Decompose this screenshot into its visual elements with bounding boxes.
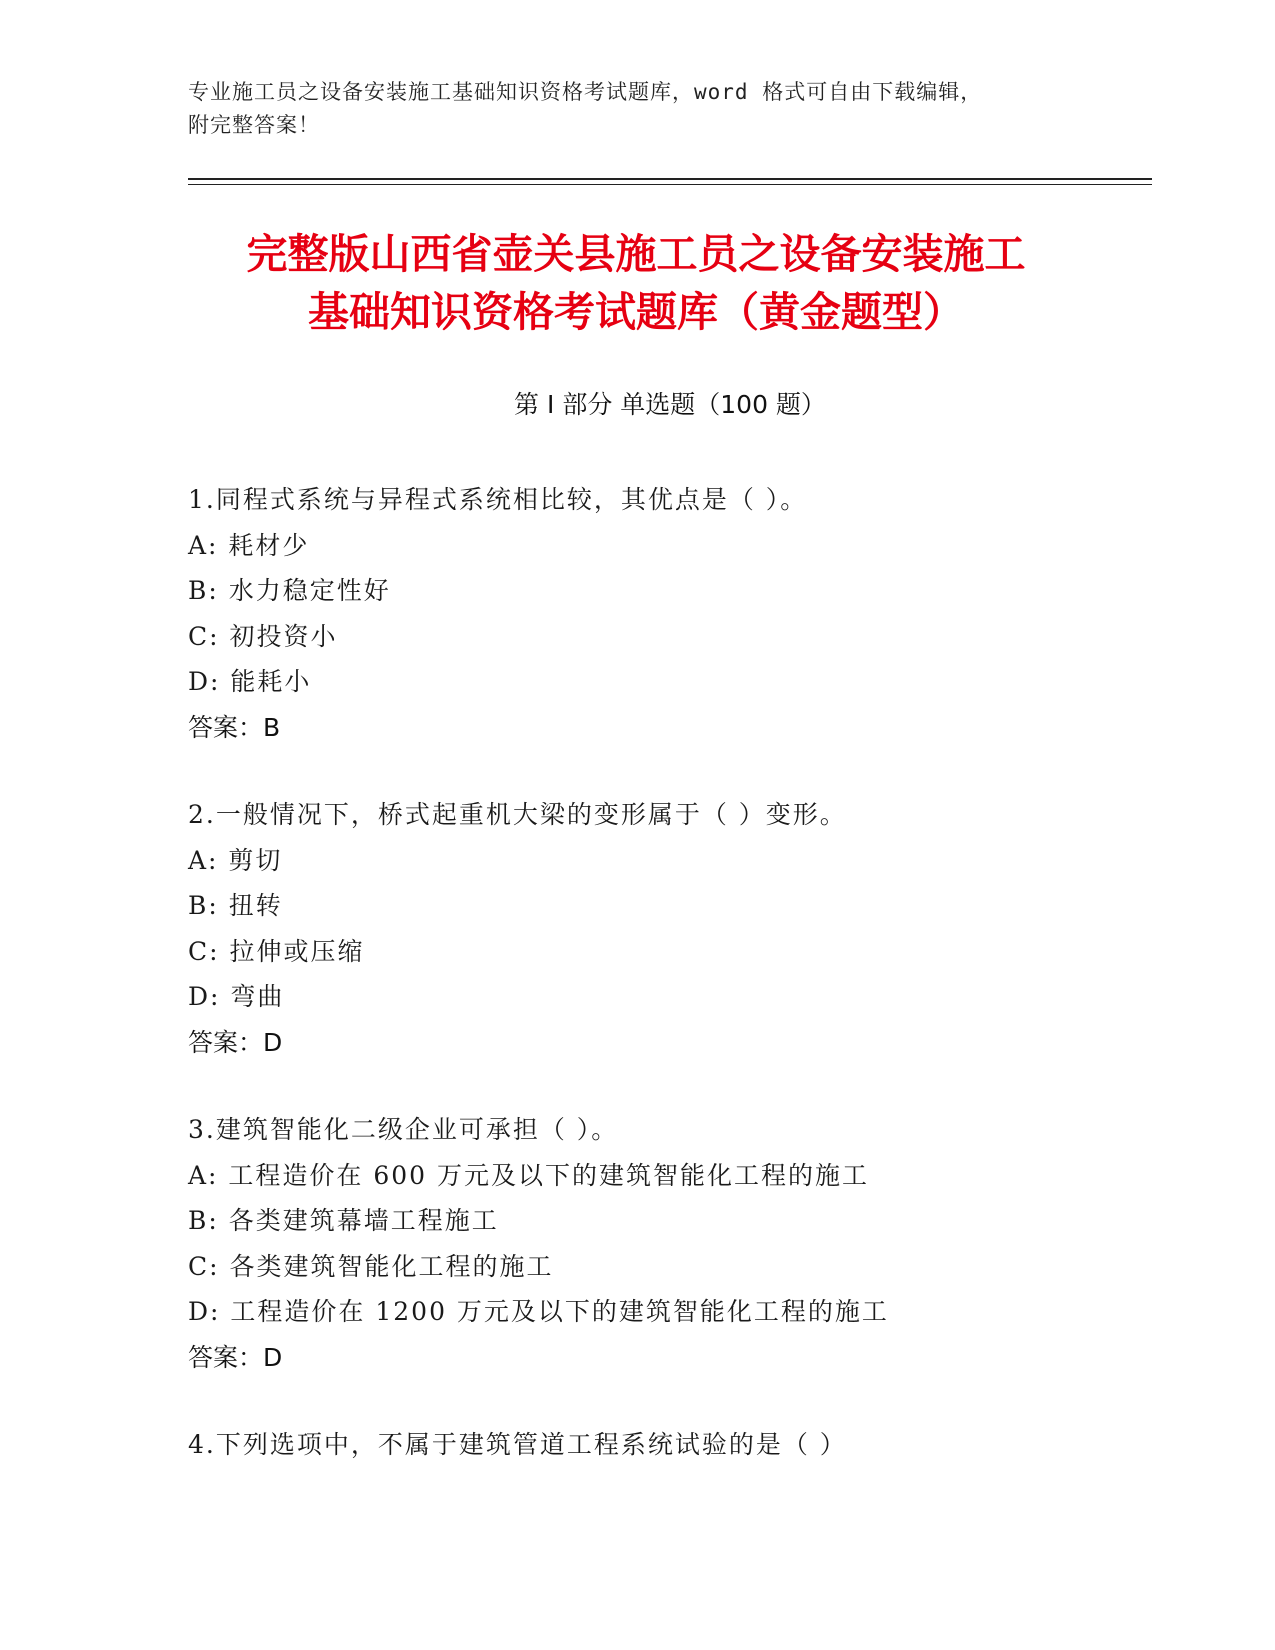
option-b: B: 各类建筑幕墙工程施工 — [188, 1206, 499, 1235]
question-list — [188, 477, 1152, 1510]
question-stem: 1.同程式系统与异程式系统相比较，其优点是（ ）。 — [188, 485, 808, 514]
option-d: D: 能耗小 — [188, 667, 312, 696]
document-title-line-2: 基础知识资格考试题库（黄金题型） — [308, 288, 964, 336]
answer: 答案：D — [188, 1342, 283, 1372]
question-stem: 4.下列选项中，不属于建筑管道工程系统试验的是（ ） — [188, 1430, 847, 1459]
option-b: B: 扭转 — [188, 891, 283, 920]
header-divider-thick — [188, 178, 1152, 180]
question-2 — [188, 792, 1152, 1065]
header-note — [188, 76, 1088, 142]
option-d: D: 工程造价在 1200 万元及以下的建筑智能化工程的施工 — [188, 1297, 889, 1326]
option-c: C: 初投资小 — [188, 621, 338, 651]
option-c: C: 拉伸或压缩 — [188, 936, 365, 966]
option-a: A: 耗材少 — [188, 530, 310, 560]
option-a: A: 剪切 — [188, 845, 283, 875]
question-3 — [188, 1107, 1152, 1380]
document-title-line-1: 完整版山西省壶关县施工员之设备安装施工 — [246, 230, 1026, 278]
option-b: B: 水力稳定性好 — [188, 576, 391, 605]
option-d: D: 弯曲 — [188, 982, 285, 1011]
question-stem: 3.建筑智能化二级企业可承担（ ）。 — [188, 1115, 619, 1144]
header-note-line-2: 附完整答案！ — [188, 113, 320, 137]
question-1 — [188, 477, 1152, 750]
answer: 答案：B — [188, 712, 281, 742]
section-title: 第 I 部分 单选题（100 题） — [514, 390, 826, 419]
question-stem: 2.一般情况下，桥式起重机大梁的变形属于（ ）变形。 — [188, 800, 847, 829]
option-a: A: 工程造价在 600 万元及以下的建筑智能化工程的施工 — [188, 1160, 870, 1190]
header-divider-thin — [188, 184, 1152, 185]
option-c: C: 各类建筑智能化工程的施工 — [188, 1251, 554, 1281]
header-note-line-1: 专业施工员之设备安装施工基础知识资格考试题库，word 格式可自由下载编辑， — [188, 80, 983, 104]
document-title — [180, 225, 1092, 341]
answer: 答案：D — [188, 1027, 283, 1057]
question-4 — [188, 1422, 1152, 1468]
